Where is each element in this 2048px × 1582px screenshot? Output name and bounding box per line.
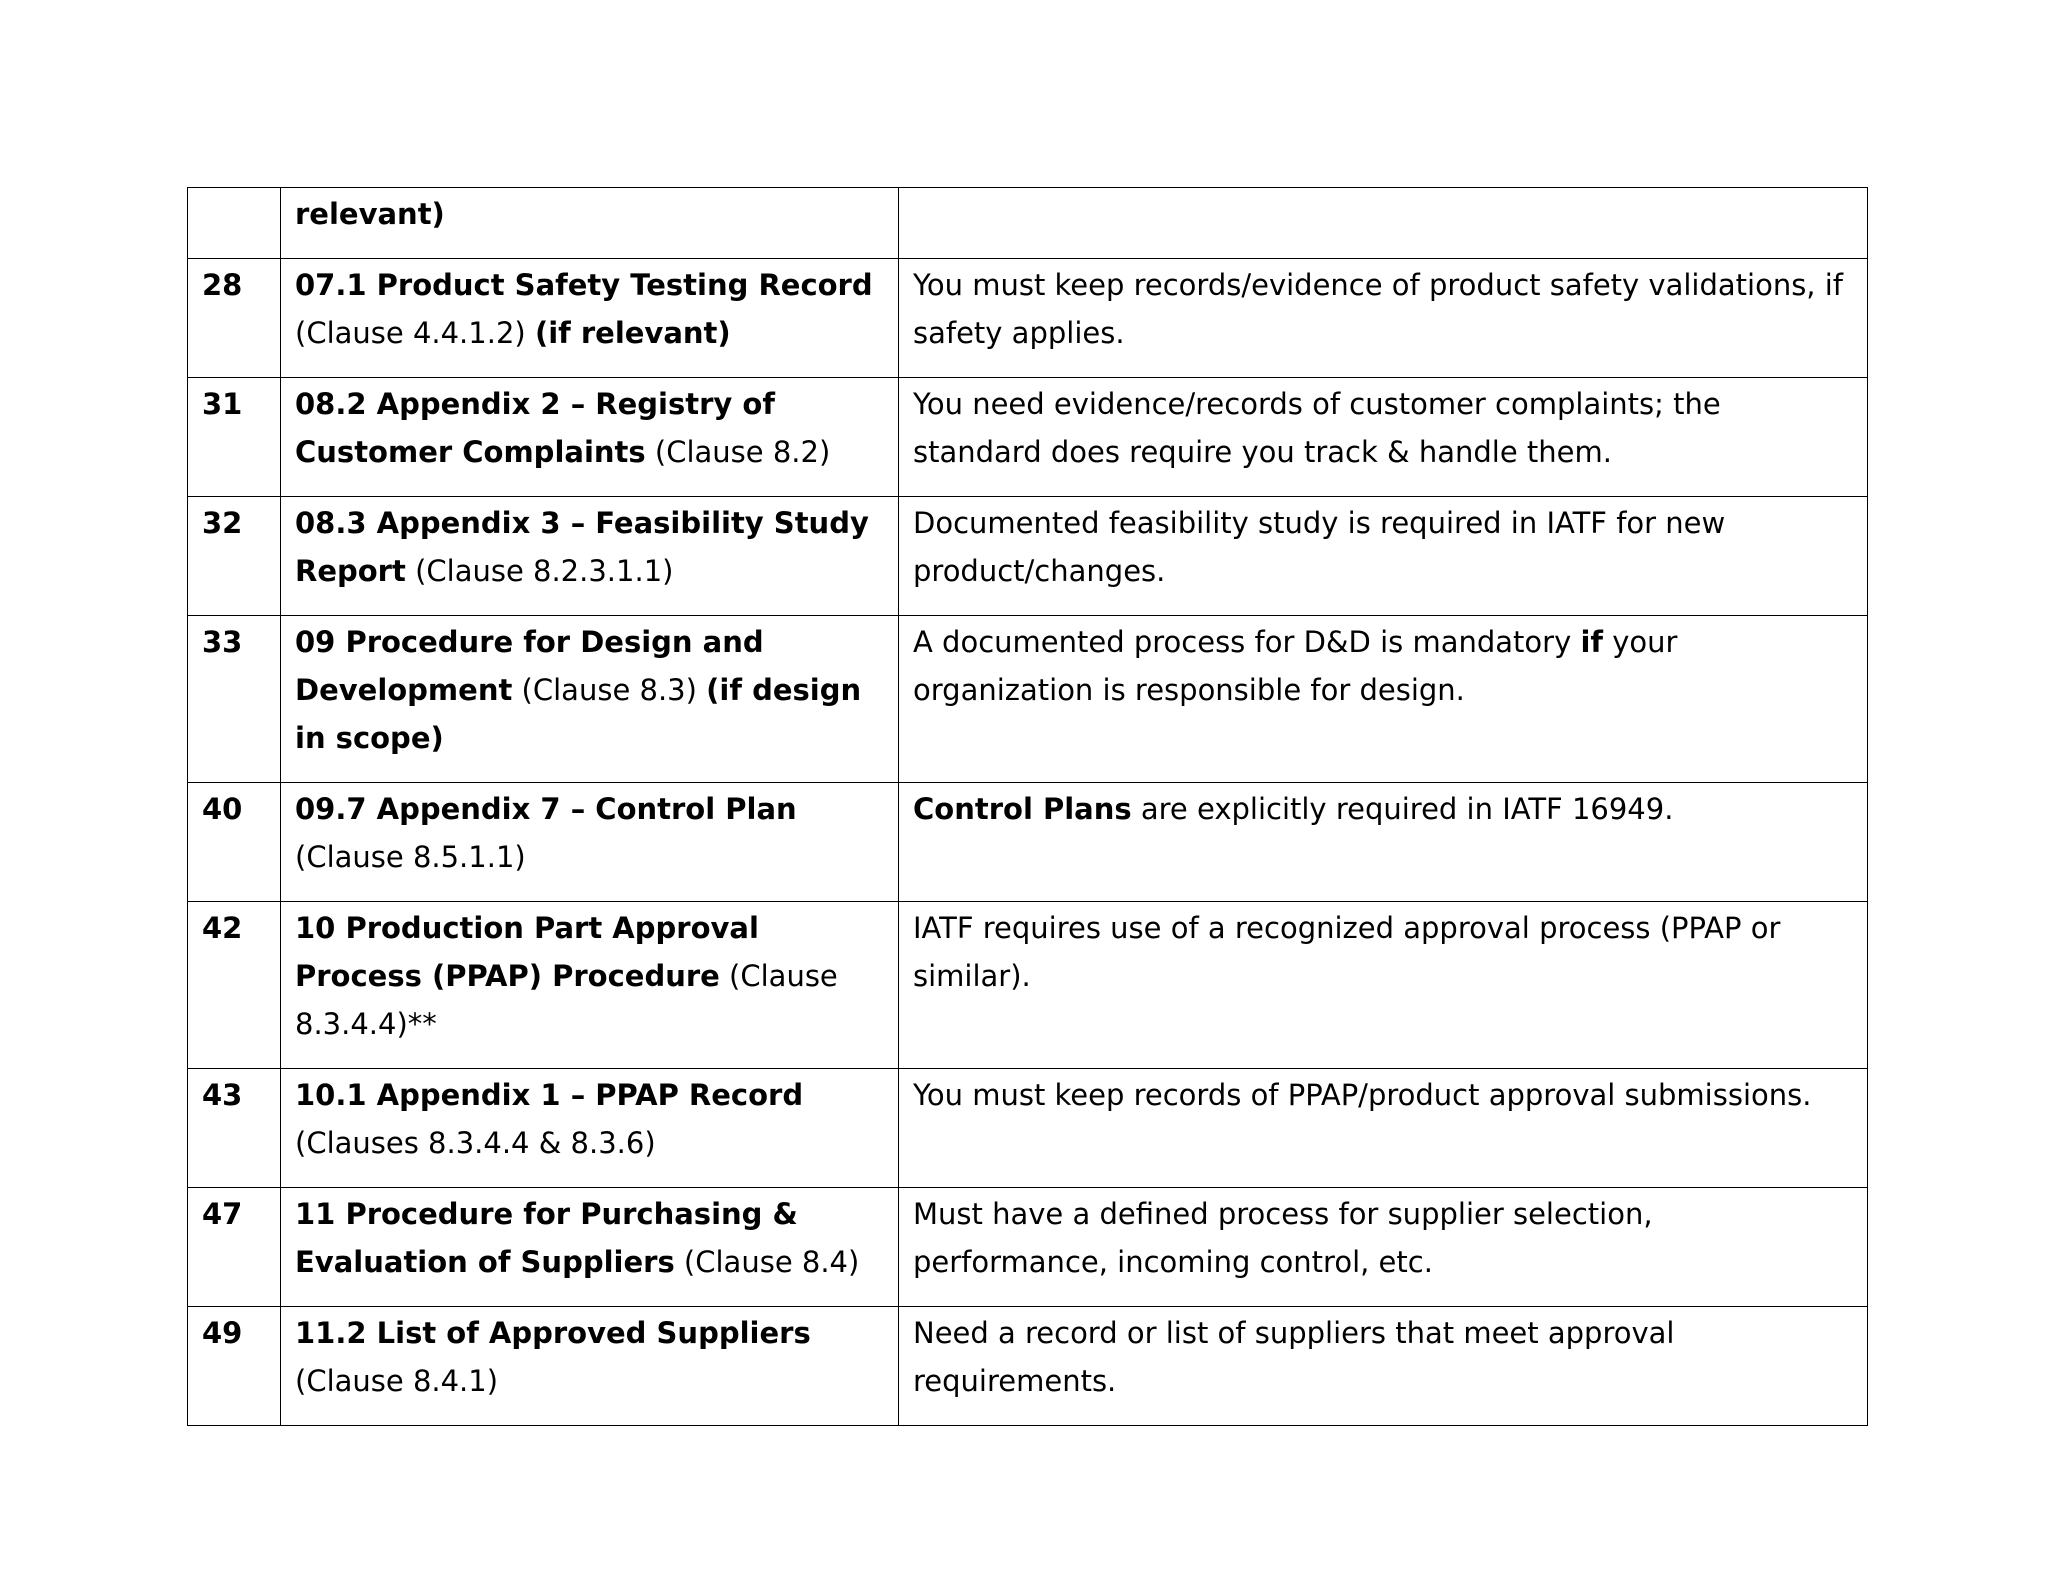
requirement-text: A documented process for D&D is mandatory bbox=[913, 625, 1581, 659]
requirement-cell bbox=[899, 497, 1868, 616]
document-cell bbox=[281, 902, 899, 1069]
requirement-text-continued: your organization is responsible for design. bbox=[913, 625, 1678, 707]
document-cell bbox=[281, 1307, 899, 1426]
document-title: 09 Procedure for Design and Development bbox=[295, 625, 764, 707]
requirement-cell bbox=[899, 188, 1868, 259]
document-title: 08.3 Appendix 3 – Feasibility Study Report bbox=[295, 506, 869, 588]
table-row bbox=[188, 902, 1868, 1069]
document-title: 09.7 Appendix 7 – Control Plan bbox=[295, 792, 797, 826]
document-cell bbox=[281, 783, 899, 902]
requirement-text: Need a record or list of suppliers that meet approval requirements. bbox=[913, 1316, 1675, 1398]
requirement-text: are explicitly required in IATF 16949. bbox=[1131, 792, 1674, 826]
table-row bbox=[188, 1188, 1868, 1307]
clause-reference: (Clause 8.4) bbox=[674, 1245, 860, 1279]
document-title: 11.2 List of Approved Suppliers bbox=[295, 1316, 811, 1350]
table-row bbox=[188, 188, 1868, 259]
requirement-cell bbox=[899, 783, 1868, 902]
document-condition: (if design in scope) bbox=[295, 673, 862, 755]
requirements-table bbox=[187, 187, 1868, 1426]
requirement-cell bbox=[899, 616, 1868, 783]
clause-reference: (Clause 4.4.1.2) bbox=[295, 316, 535, 350]
row-number: 32 bbox=[188, 497, 281, 616]
document-cell bbox=[281, 259, 899, 378]
document-title: relevant) bbox=[295, 197, 445, 231]
document-cell bbox=[281, 616, 899, 783]
clause-reference: (Clause 8.2) bbox=[645, 435, 831, 469]
document-cell bbox=[281, 497, 899, 616]
document-title: 07.1 Product Safety Testing Record bbox=[295, 268, 873, 302]
row-number: 28 bbox=[188, 259, 281, 378]
row-number: 42 bbox=[188, 902, 281, 1069]
table-row bbox=[188, 259, 1868, 378]
document-condition: (if relevant) bbox=[534, 316, 731, 350]
clause-reference: (Clause 8.2.3.1.1) bbox=[405, 554, 674, 588]
table-row bbox=[188, 1307, 1868, 1426]
requirement-cell bbox=[899, 1069, 1868, 1188]
clause-reference: (Clause 8.4.1) bbox=[295, 1364, 499, 1398]
document-cell bbox=[281, 1069, 899, 1188]
clause-reference: (Clause 8.5.1.1) bbox=[295, 840, 526, 874]
table-row bbox=[188, 783, 1868, 902]
requirement-cell bbox=[899, 259, 1868, 378]
row-number: 31 bbox=[188, 378, 281, 497]
requirement-text: You must keep records/evidence of product safety validations, if safety applies. bbox=[913, 268, 1844, 350]
document-title: 11 Procedure for Purchasing & Evaluation of Suppliers bbox=[295, 1197, 798, 1279]
table-row bbox=[188, 616, 1868, 783]
row-number: 47 bbox=[188, 1188, 281, 1307]
row-number: 49 bbox=[188, 1307, 281, 1426]
requirement-cell bbox=[899, 1188, 1868, 1307]
document-cell bbox=[281, 188, 899, 259]
document-cell bbox=[281, 378, 899, 497]
requirement-emphasis: if bbox=[1580, 625, 1604, 659]
document-cell bbox=[281, 1188, 899, 1307]
clause-reference: (Clause 8.3) bbox=[512, 673, 707, 707]
requirement-cell bbox=[899, 378, 1868, 497]
table-row bbox=[188, 497, 1868, 616]
document-title: 10 Production Part Approval Process (PPAP) Procedure bbox=[295, 911, 759, 993]
requirement-text: IATF requires use of a recognized approval process (PPAP or similar). bbox=[913, 911, 1781, 993]
row-number bbox=[188, 188, 281, 259]
requirement-text: Documented feasibility study is required in IATF for new product/changes. bbox=[913, 506, 1726, 588]
requirement-text: You must keep records of PPAP/product approval submissions. bbox=[913, 1078, 1812, 1112]
document-title: 10.1 Appendix 1 – PPAP Record bbox=[295, 1078, 804, 1112]
row-number: 33 bbox=[188, 616, 281, 783]
row-number: 43 bbox=[188, 1069, 281, 1188]
requirement-text: You need evidence/records of customer complaints; the standard does require you track & handle them. bbox=[913, 387, 1721, 469]
requirement-text: Must have a defined process for supplier selection, performance, incoming control, etc. bbox=[913, 1197, 1653, 1279]
document-title: 08.2 Appendix 2 – Registry of Customer Complaints bbox=[295, 387, 775, 469]
row-number: 40 bbox=[188, 783, 281, 902]
table-row bbox=[188, 1069, 1868, 1188]
table-row bbox=[188, 378, 1868, 497]
requirement-cell bbox=[899, 902, 1868, 1069]
requirement-emphasis: Control Plans bbox=[913, 792, 1132, 826]
clause-reference: (Clause 8.3.4.4)** bbox=[295, 959, 838, 1041]
requirement-cell bbox=[899, 1307, 1868, 1426]
clause-reference: (Clauses 8.3.4.4 & 8.3.6) bbox=[295, 1126, 656, 1160]
